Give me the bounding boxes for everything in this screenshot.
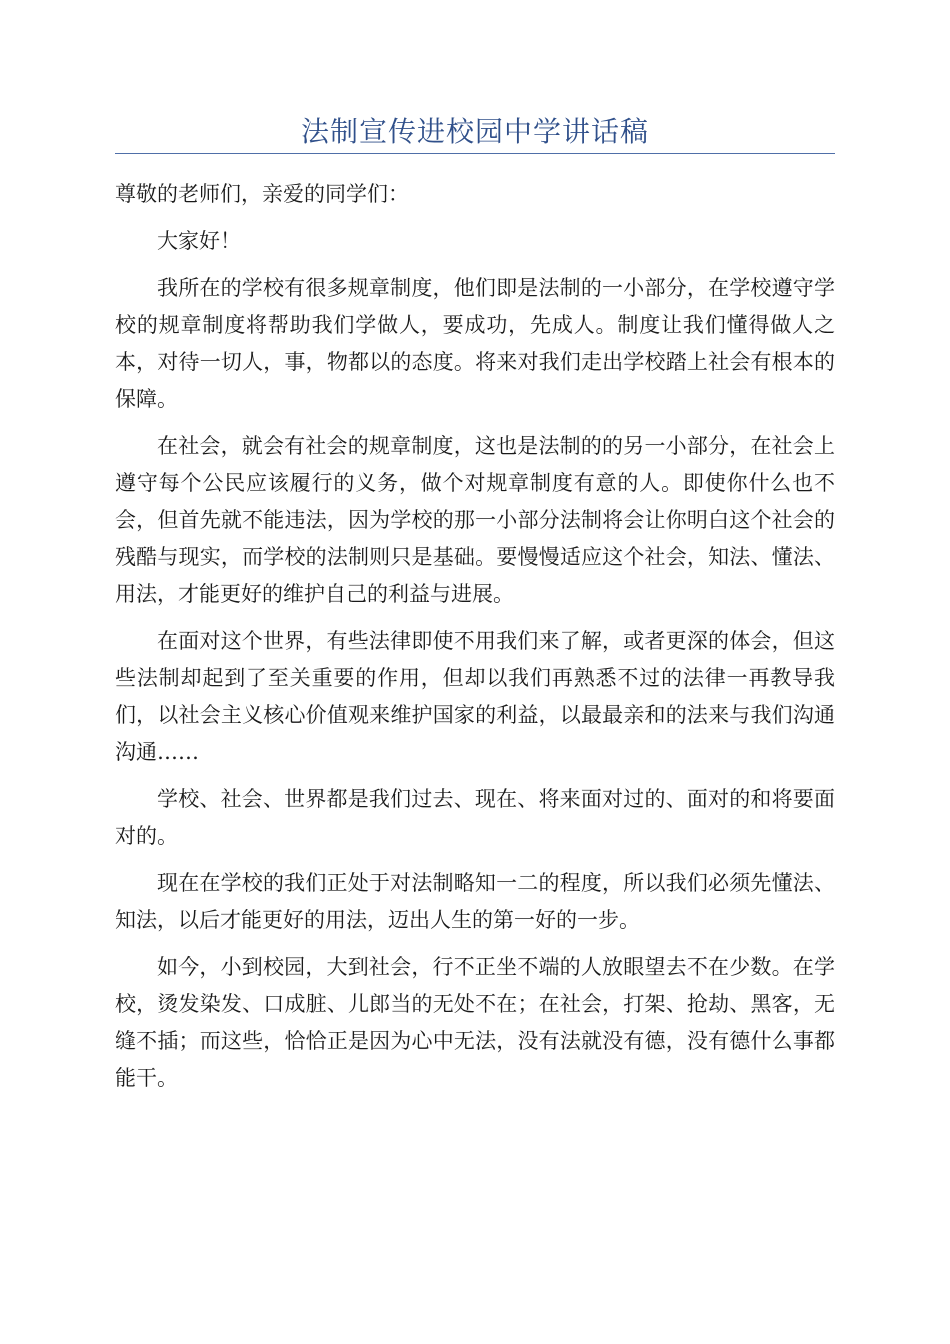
paragraph-world-laws: 在面对这个世界，有些法律即使不用我们来了解，或者更深的体会，但这些法制却起到了至关重要的作用，但却以我们再熟悉不过的法律一再教导我们，以社会主义核心价值观来维护国家的利益，以最最亲和的法来与我们沟通沟通……	[115, 629, 835, 764]
document-body	[115, 176, 835, 1107]
paragraph-salutation: 尊敬的老师们，亲爱的同学们：	[115, 182, 409, 206]
document-title: 法制宣传进校园中学讲话稿	[300, 115, 649, 148]
paragraph-past-present-future: 学校、社会、世界都是我们过去、现在、将来面对过的、面对的和将要面对的。	[115, 787, 835, 848]
paragraph-school-rules: 我所在的学校有很多规章制度，他们即是法制的一小部分，在学校遵守学校的规章制度将帮助我们学做人，要成功，先成人。制度让我们懂得做人之本，对待一切人，事，物都以的态度。将来对我们走出学校踏上社会有根本的保障。	[115, 276, 835, 411]
paragraph-greeting: 大家好！	[157, 229, 241, 253]
title-underline	[115, 153, 835, 154]
paragraph-society-rules: 在社会，就会有社会的规章制度，这也是法制的的另一小部分，在社会上遵守每个公民应该履行的义务，做个对规章制度有意的人。即使你什么也不会，但首先就不能违法，因为学校的那一小部分法制将会让你明白这个社会的残酷与现实，而学校的法制则只是基础。要慢慢适应这个社会，知法、懂法、用法，才能更好的维护自己的利益与进展。	[115, 434, 835, 606]
paragraph-today: 如今，小到校园，大到社会，行不正坐不端的人放眼望去不在少数。在学校，烫发染发、口成脏、儿郎当的无处不在；在社会，打架、抢劫、黑客，无缝不插；而这些，恰恰正是因为心中无法，没有法就没有德，没有德什么事都能干。	[115, 955, 835, 1090]
paragraph-know-law: 现在在学校的我们正处于对法制略知一二的程度，所以我们必须先懂法、知法，以后才能更好的用法，迈出人生的第一好的一步。	[115, 871, 835, 932]
